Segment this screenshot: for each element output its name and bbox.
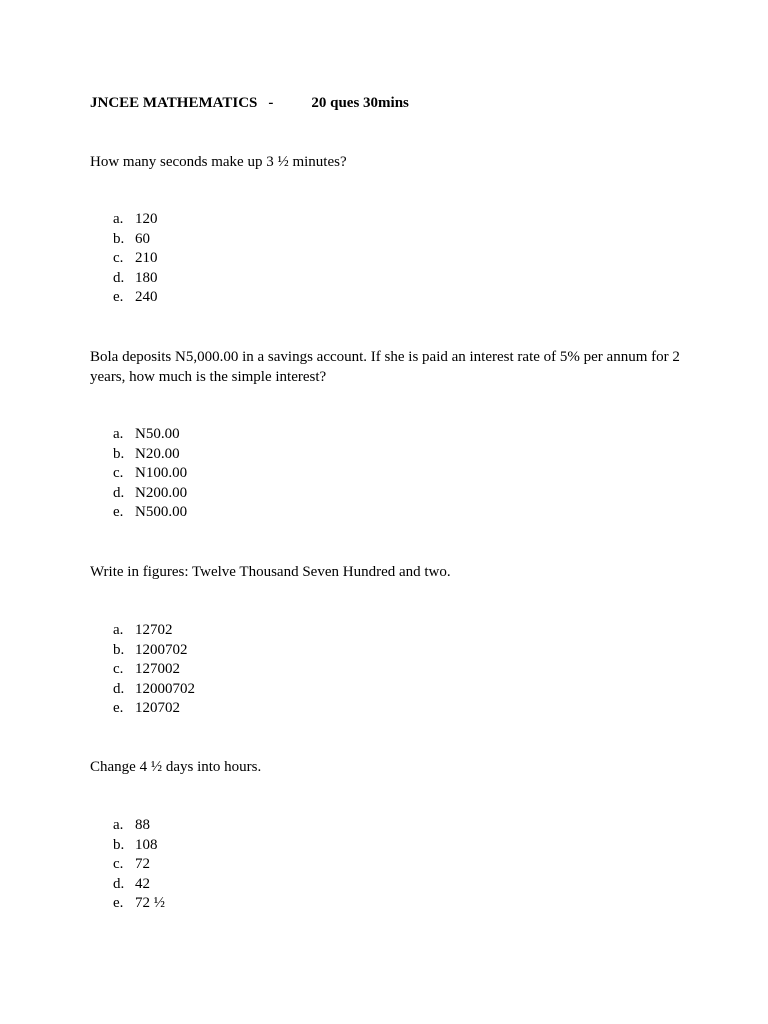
option-value: 127002 (135, 661, 180, 677)
option-letter: c. (113, 856, 124, 872)
option-value: N20.00 (135, 445, 180, 462)
option-item (113, 660, 195, 680)
option-item (113, 464, 187, 484)
option-value: N500.00 (135, 504, 188, 520)
option-letter: b. (113, 445, 125, 462)
option-value: 120702 (135, 700, 180, 716)
option-value: 42 (135, 875, 150, 892)
option-letter: e. (113, 504, 124, 520)
option-letter: d. (113, 269, 125, 286)
option-item (113, 855, 165, 875)
option-letter: a. (113, 817, 124, 833)
option-letter: b. (113, 641, 125, 658)
option-value: 12702 (135, 622, 173, 638)
exam-meta: 20 ques 30mins (311, 95, 409, 111)
option-item (113, 445, 187, 465)
option-letter: a. (113, 426, 124, 442)
option-value: 72 (135, 856, 150, 872)
question-2-options (113, 425, 187, 523)
option-value: N100.00 (135, 465, 188, 481)
option-item (113, 699, 195, 719)
option-letter: b. (113, 230, 125, 247)
option-letter: e. (113, 289, 124, 305)
option-item (113, 816, 165, 836)
option-value: 240 (135, 289, 158, 305)
question-1-options (113, 210, 158, 308)
exam-title: JNCEE MATHEMATICS (90, 95, 258, 111)
option-value: 12000702 (135, 680, 195, 697)
option-item (113, 894, 165, 914)
option-letter: c. (113, 465, 124, 481)
question-4-options (113, 816, 165, 914)
question-4-text: Change 4 ½ days into hours. (90, 759, 262, 775)
option-value: 210 (135, 250, 158, 266)
option-value: N200.00 (135, 484, 188, 501)
option-value: 108 (135, 836, 158, 853)
exam-header (90, 93, 409, 113)
option-item (113, 836, 165, 856)
option-value: 88 (135, 817, 150, 833)
option-item (113, 484, 187, 504)
question-3-options (113, 621, 195, 719)
option-letter: a. (113, 622, 124, 638)
option-item (113, 269, 158, 289)
option-item (113, 249, 158, 269)
option-letter: d. (113, 484, 125, 501)
option-value: 72 ½ (135, 895, 165, 911)
option-item (113, 288, 158, 308)
question-2-text: Bola deposits N5,000.00 in a savings account. If she is paid an interest rate of 5% per annum for 2 years, how much is the simple interest? (90, 349, 680, 385)
question-3-text: Write in figures: Twelve Thousand Seven Hundred and two. (90, 564, 451, 580)
option-letter: d. (113, 875, 125, 892)
option-item (113, 680, 195, 700)
option-item (113, 503, 187, 523)
option-letter: b. (113, 836, 125, 853)
option-letter: a. (113, 211, 124, 227)
header-separator: - (268, 95, 274, 111)
option-item (113, 230, 158, 250)
option-value: 1200702 (135, 641, 188, 658)
option-value: 60 (135, 230, 150, 247)
option-letter: c. (113, 661, 124, 677)
option-letter: c. (113, 250, 124, 266)
option-value: N50.00 (135, 426, 180, 442)
option-letter: e. (113, 700, 124, 716)
option-value: 180 (135, 269, 158, 286)
option-item (113, 621, 195, 641)
option-value: 120 (135, 211, 158, 227)
option-letter: d. (113, 680, 125, 697)
option-item (113, 875, 165, 895)
option-item (113, 210, 158, 230)
option-item (113, 425, 187, 445)
option-letter: e. (113, 895, 124, 911)
question-1-text: How many seconds make up 3 ½ minutes? (90, 154, 347, 170)
option-item (113, 641, 195, 661)
